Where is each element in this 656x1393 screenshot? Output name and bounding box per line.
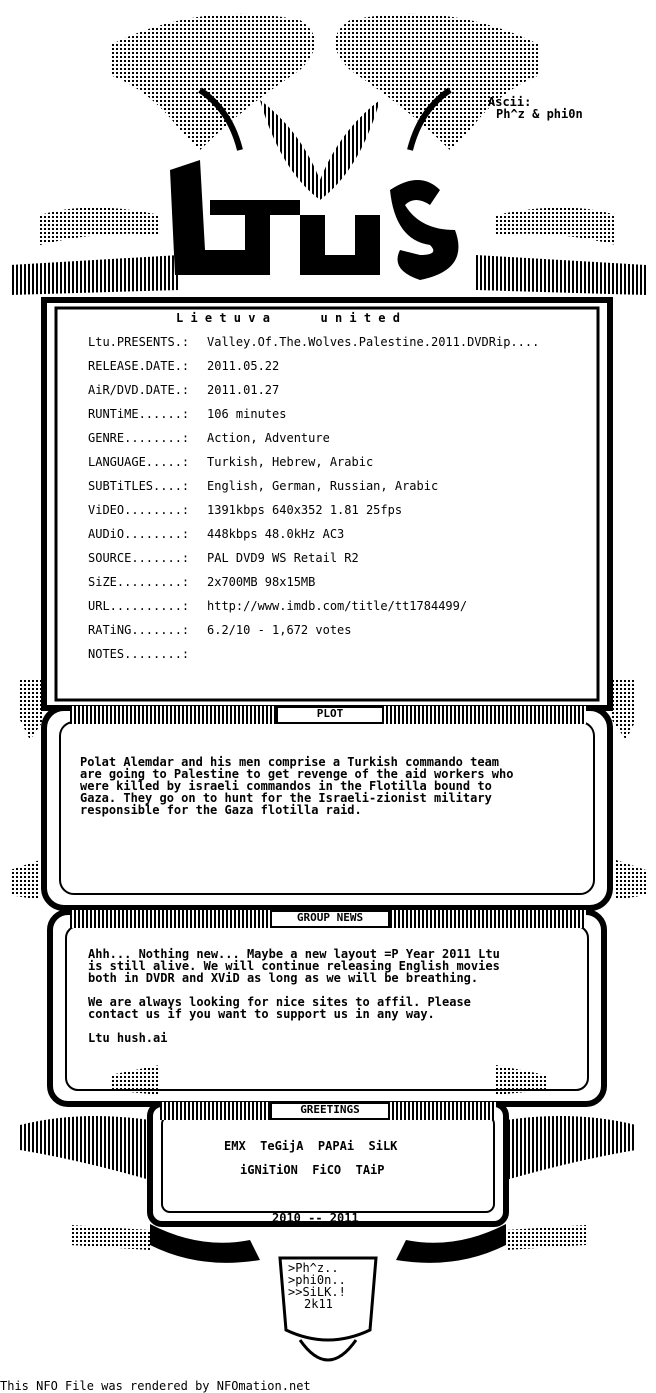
info-label: SOURCE.......: [88,551,190,565]
info-label: SUBTiTLES....: [88,479,190,493]
info-value: Valley.Of.The.Wolves.Palestine.2011.DVDRip.... [207,335,540,349]
tail-line-3: >>SiLK.! [288,1285,346,1299]
plot-line: Polat Alemdar and his men comprise a Turkish commando team [80,755,500,769]
ascii-credit-names: Ph^z & phi0n [496,107,583,121]
footer-credit: This NFO File was rendered by NFOmation.net [0,1379,311,1393]
plot-line: were killed by israeli commandos in the Flotilla bound to [80,779,492,793]
news-line: contact us if you want to support us in any way. [88,1007,435,1021]
info-label: ViDEO........: [88,503,190,517]
info-value: 448kbps 48.0kHz AC3 [207,527,345,541]
plot-line: are going to Palestine to get revenge of the aid workers who [80,767,514,781]
group-tagline: L i e t u v a u n i t e d [176,311,400,325]
plot-line: Gaza. They go on to hunt for the Israeli-zionist military [80,791,492,805]
info-label: Ltu.PRESENTS.: [88,335,190,349]
news-title: GROUP NEWS [270,910,390,928]
info-label: LANGUAGE.....: [88,455,190,469]
info-label: URL..........: [88,599,190,613]
tail-line-4: 2k11 [304,1297,333,1311]
info-value: 1391kbps 640x352 1.81 25fps [207,503,403,517]
logo-ornament [10,14,646,295]
greetings-years: 2010 -- 2011 [272,1211,359,1225]
info-label: AiR/DVD.DATE.: [88,383,190,397]
plot-line: responsible for the Gaza flotilla raid. [80,803,362,817]
tail-line-2: >phi0n.. [288,1273,346,1287]
info-label: RUNTiME......: [88,407,190,421]
info-label: NOTES........: [88,647,190,661]
info-label: SiZE.........: [88,575,190,589]
info-value: 106 minutes [207,407,287,421]
info-value: 2011.05.22 [207,359,280,373]
info-value: English, German, Russian, Arabic [207,479,439,493]
ascii-credit-label: Ascii: [488,95,532,109]
greetings-title: GREETINGS [270,1102,390,1120]
info-label: RELEASE.DATE.: [88,359,190,373]
imdb-link[interactable]: http://www.imdb.com/title/tt1784499/ [207,599,468,613]
info-label: GENRE........: [88,431,190,445]
info-value: PAL DVD9 WS Retail R2 [207,551,359,565]
info-value: Action, Adventure [207,431,330,445]
info-value: Turkish, Hebrew, Arabic [207,455,374,469]
tail-line-1: >Ph^z.. [288,1261,339,1275]
info-label: RATiNG.......: [88,623,190,637]
news-line: is still alive. We will continue releasing English movies [88,959,500,973]
news-line: Ltu hush.ai [88,1031,168,1045]
greetings-line-2: iGNiTiON FiCO TAiP [240,1163,385,1177]
info-value: 2x700MB 98x15MB [207,575,316,589]
greetings-line-1: EMX TeGijA PAPAi SiLK [224,1139,398,1153]
info-label: AUDiO........: [88,527,190,541]
plot-title: PLOT [276,706,384,724]
info-value: 2011.01.27 [207,383,280,397]
news-line: We are always looking for nice sites to affil. Please [88,995,471,1009]
news-line: Ahh... Nothing new... Maybe a new layout =P Year 2011 Ltu [88,947,500,961]
info-value: 6.2/10 - 1,672 votes [207,623,352,637]
news-line: both in DVDR and XViD as long as we will be breathing. [88,971,479,985]
